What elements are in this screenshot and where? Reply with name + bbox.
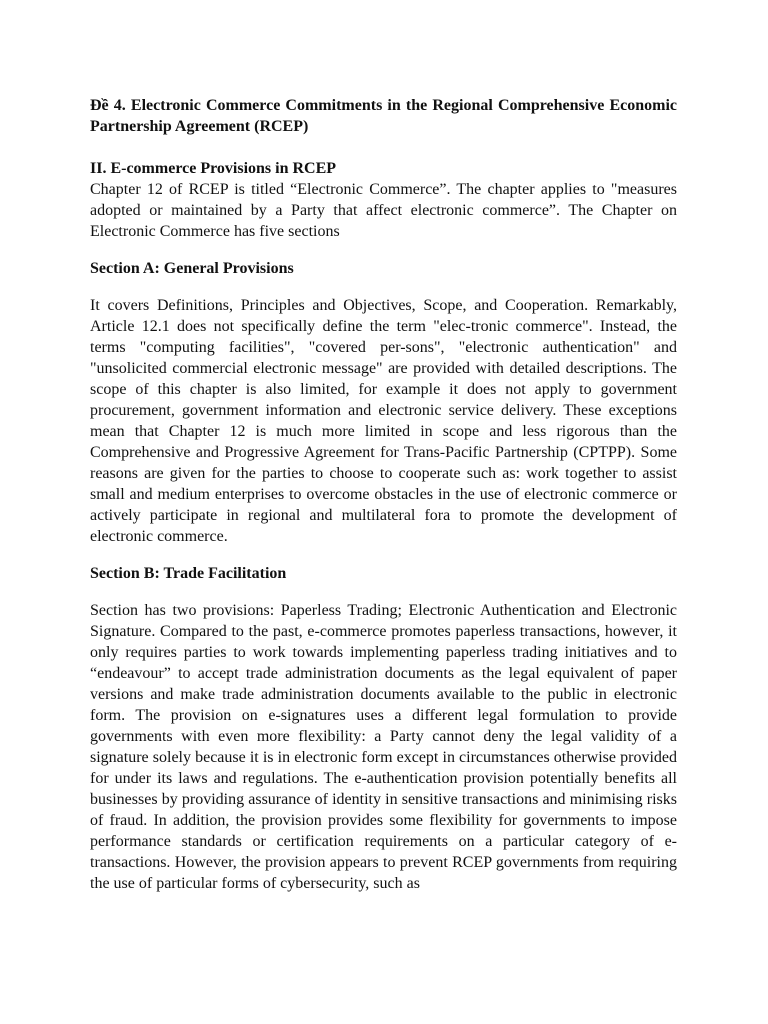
section-a-heading: Section A: General Provisions: [90, 260, 294, 277]
intro-paragraph: Chapter 12 of RCEP is titled “Electronic Commerce”. The chapter applies to "measures adopted or maintained by a Party that affect electronic commerce”. The Chapter on Electronic Commerce has five sections: [90, 181, 677, 240]
section-b-paragraph: Section has two provisions: Paperless Trading; Electronic Authentication and Electronic Signature. Compared to the past, e-commerce promotes paperless transactions, however, it only requires parties to work towards implementing paperless trading initiatives and to “endeavour” to accept trade administration documents as the legal equivalent of paper versions and make trade administration documents available to the public in electronic form. The provision on e-signatures uses a different legal formulation to provide governments with even more flexibility: a Party cannot deny the legal validity of a signature solely because it is in electronic form except in circumstances otherwise provided for under its laws and regulations. The e-authentication provision potentially benefits all businesses by providing assurance of identity in sensitive transactions and minimising risks of fraud. In addition, the provision provides some flexibility for governments to impose performance standards or certification requirements on a particular category of e-transactions. However, the provision appears to prevent RCEP governments from requiring the use of particular forms of cybersecurity, such as: [90, 602, 677, 892]
document-title: Đề 4. Electronic Commerce Commitments in the Regional Comprehensive Economic Partnership Agreement (RCEP): [90, 97, 677, 135]
section-b-heading: Section B: Trade Facilitation: [90, 565, 287, 582]
section-a-paragraph: It covers Definitions, Principles and Objectives, Scope, and Cooperation. Remarkably, Article 12.1 does not specifically define the term "elec-tronic commerce". Instead, the terms "computing facilities", "covered per-sons", "electronic authentication" and "unsolicited commercial electronic message" are provided with detailed descriptions. The scope of this chapter is also limited, for example it does not apply to government procurement, government information and electronic service delivery. These exceptions mean that Chapter 12 is much more limited in scope and less rigorous than the Comprehensive and Progressive Agreement for Trans-Pacific Partnership (CPTPP). Some reasons are given for the parties to choose to cooperate such as: work together to assist small and medium enterprises to overcome obstacles in the use of electronic commerce or actively participate in regional and multilateral fora to promote the development of electronic commerce.: [90, 297, 677, 545]
section-heading: II. E-commerce Provisions in RCEP: [90, 160, 337, 177]
document-page: [90, 95, 677, 894]
